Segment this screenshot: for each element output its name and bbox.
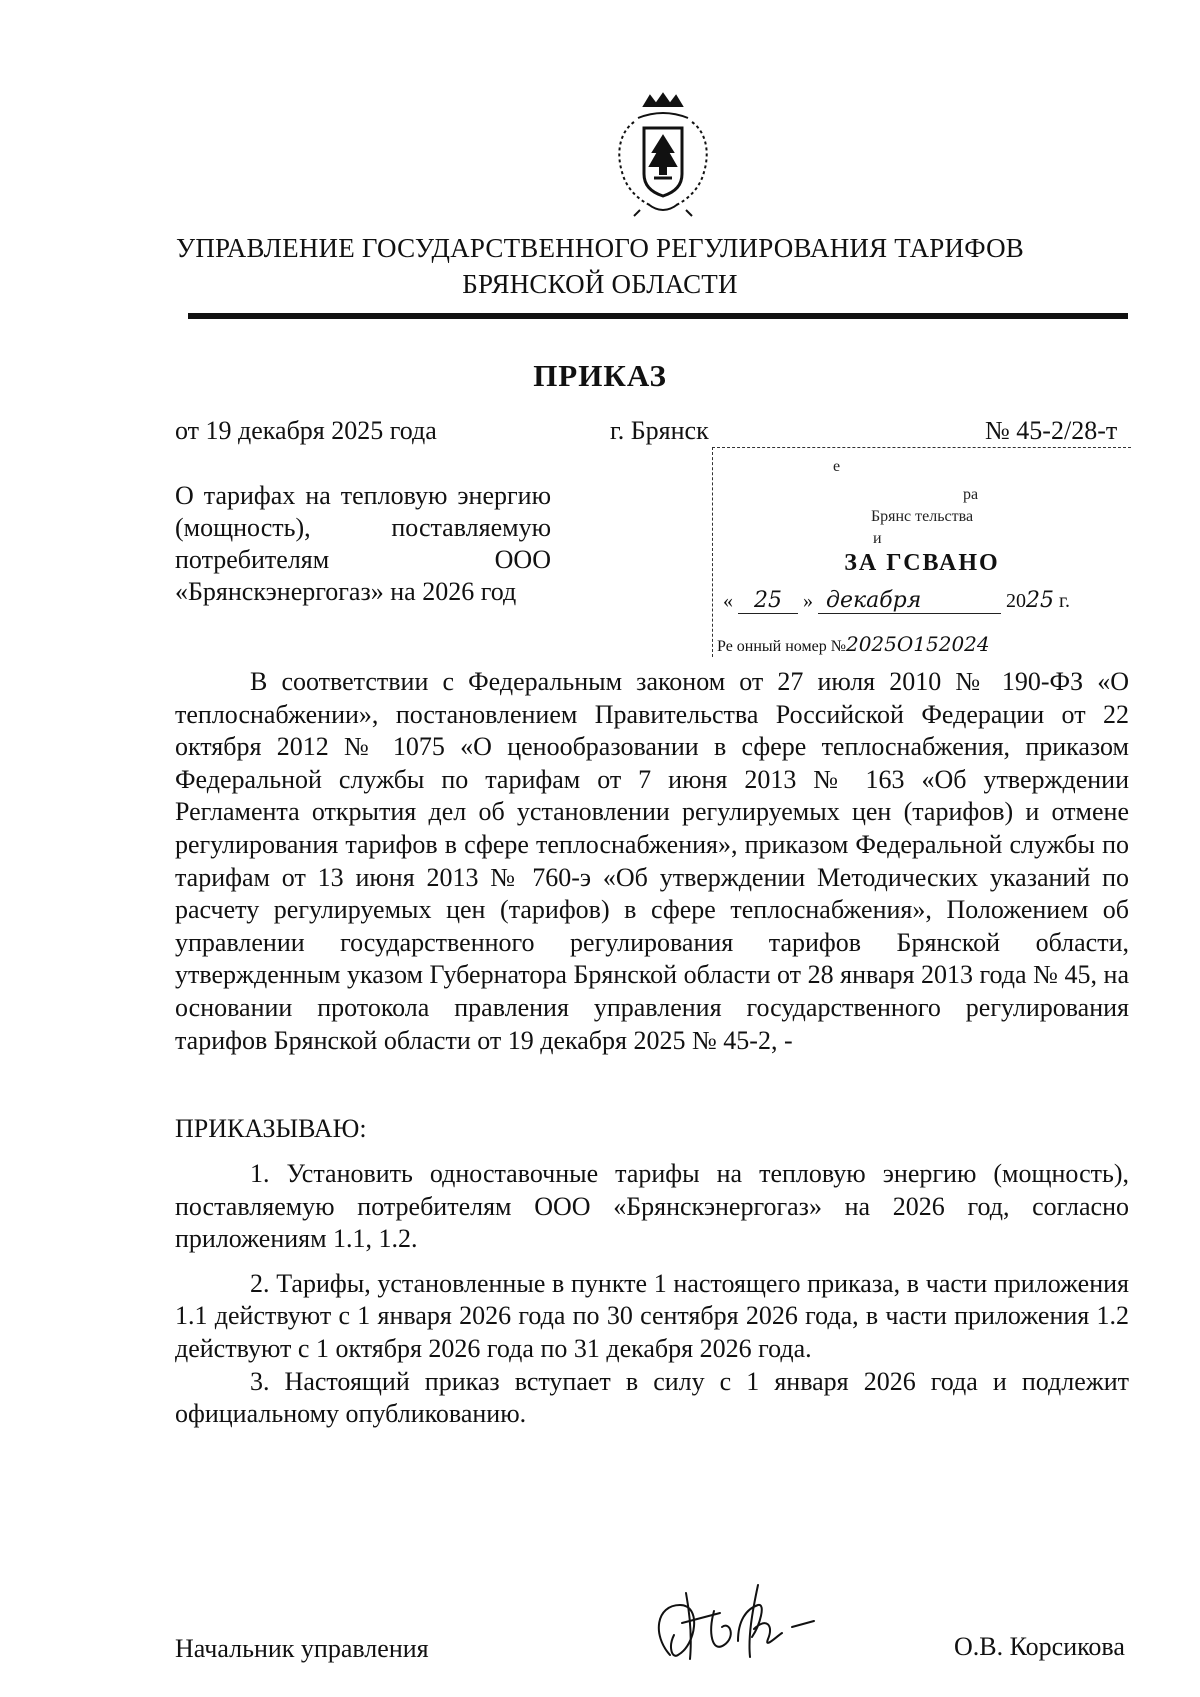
- preamble: [175, 666, 1129, 1057]
- coat-of-arms-icon: [604, 92, 722, 220]
- stamp-line3: Брянс тельства: [870, 508, 974, 525]
- signatory-name: О.В. Корсикова: [954, 1632, 1125, 1661]
- stamp-line4: и: [873, 530, 882, 547]
- stamp-date-year-suffix: 25: [1026, 588, 1054, 613]
- stamp-date-g: г.: [1059, 590, 1070, 612]
- stamp-line2: ра: [963, 486, 979, 503]
- order-item: 2. Тарифы, установленные в пункте 1 настоящего приказа, в части приложения 1.1 действуют с 1 января 2026 года по 30 сентября 2026 года, в части приложения 1.2 действуют с 1 октября 2026 года по 31 декабря 2026 года.: [175, 1268, 1129, 1363]
- order-items: [175, 1158, 1129, 1431]
- order-item: 1. Установить одноставочные тарифы на тепловую энергию (мощность), поставляемую потребителям ООО «Брянскэнергогаз» на 2026 год, согласно приложениям 1.1, 1.2.: [175, 1159, 1129, 1254]
- document-city: г. Брянск: [610, 416, 709, 445]
- preamble-text: В соответствии с Федеральным законом от 27 июля 2010 № 190-ФЗ «О теплоснабжении», постановлением Правительства Российской Федерации от 22 октября 2012 № 1075 «О ценообразовании в сфере теплоснабжения, приказом Федеральной службы по тарифам от 7 июня 2013 № 163 «Об утверждении Регламента открытия дел об установлении регулируемых цен (тарифов) и отмене регулирования тарифов в сфере теплоснабжения», приказом Федеральной службы по тарифам от 13 июня 2013 № 760-э «Об утверждении Методических указаний по расчету регулируемых цен (тарифов) в сфере теплоснабжения», Положением об управлении государственного регулирования тарифов Брянской области, утвержденным указом Губернатора Брянской области от 28 января 2013 года № 45, на основании протокола правления управления государственного регулирования тарифов Брянской области от 19 декабря 2025 № 45-2, -: [175, 667, 1129, 1055]
- stamp-registration: [717, 632, 990, 656]
- registration-stamp: [712, 447, 1131, 657]
- agency-name-line1: УПРАВЛЕНИЕ ГОСУДАРСТВЕННОГО РЕГУЛИРОВАНИЯ ТАРИФОВ: [176, 233, 1024, 263]
- document-subject: О тарифах на тепловую энергию (мощность), поставляемую потребителям ООО «Брянскэнергогаз» на 2026 год: [175, 481, 551, 606]
- stamp-reg-number: 2025О152024: [845, 632, 990, 656]
- stamp-status: ЗА ГСВАНО: [844, 550, 1000, 576]
- document-title: ПРИКАЗ: [533, 358, 667, 393]
- stamp-date-day: 25: [738, 588, 798, 614]
- stamp-date-year-prefix: 20: [1006, 590, 1026, 612]
- header-divider: [188, 313, 1128, 319]
- stamp-line1: е: [833, 458, 841, 475]
- document-number: № 45-2/28-т: [985, 416, 1118, 445]
- order-item: 3. Настоящий приказ вступает в силу с 1 января 2026 года и подлежит официальному опубликованию.: [175, 1366, 1129, 1429]
- stamp-date-month: декабря: [818, 588, 1001, 614]
- document-date: от 19 декабря 2025 года: [175, 416, 437, 445]
- order-keyword: ПРИКАЗЫВАЮ:: [175, 1114, 367, 1143]
- agency-name-line2: БРЯНСКОЙ ОБЛАСТИ: [462, 269, 738, 299]
- signatory-position: Начальник управления: [175, 1634, 429, 1663]
- stamp-date: « 25 » декабря 2025 г.: [723, 588, 1070, 613]
- stamp-reg-label: Ре онный номер №: [717, 638, 846, 655]
- handwritten-signature-icon: [642, 1575, 822, 1670]
